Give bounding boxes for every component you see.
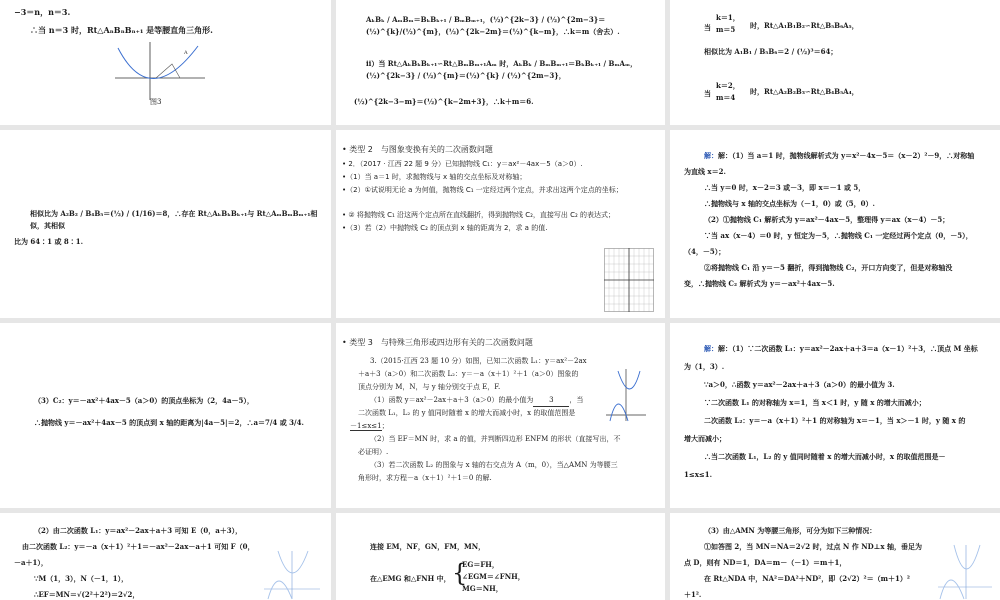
slide5-q1: •（1）当 a＝1 时，求抛物线与 x 轴的交点坐标及对称轴； [342, 173, 527, 181]
slide3-case1-result: 时，Rt△A₁B₁B₂∽Rt△B₅B₆A₅， [750, 21, 859, 30]
slide8-p3: 顶点分别为 M，N，与 y 轴分别交于点 E，F. [358, 383, 501, 391]
parabola-figure-bottom-right [936, 543, 994, 600]
slide4-line2: 比为 64∶1 或 8∶1. [14, 237, 84, 246]
slide6-line3: ∴当 y＝0 时，x－2＝3 或－3，即 x＝－1 或 5， [704, 183, 866, 192]
slide10-line1: （2）由二次函数 L₁：y＝ax²－2ax＋a＋3 可知 E（0，a＋3）， [34, 526, 243, 535]
parabola-figure-bottom [262, 549, 322, 600]
slide1-line2: ∴当 n＝3 时，Rt△AₙBₙBₙ₊₁ 是等腰直角三角形. [30, 25, 213, 35]
slide2-fraction-block: AₖBₖ / AₘBₘ＝BₖBₖ₊₁ / BₘBₘ₊₁，(½)^{2k−3} / (½)^{2m−3}＝(½)^{k}/(½)^{m}，(½)^{2k−2m}＝(½)^{k−m}，∴k＝m（舍去）. [366, 15, 620, 36]
slide-thumbnail-5[interactable] [336, 130, 665, 318]
slide11-line1: 连接 EM，NF，GN，FM，MN， [370, 542, 486, 551]
slide-thumbnail-1[interactable] [0, 0, 331, 125]
slide1-line1: −3＝n，n＝3. [14, 7, 71, 17]
slide6-line7: （4，－5）； [684, 247, 726, 256]
slide6-line5: （2）①抛物线 C₁ 解析式为 y＝ax²－4ax－5，整理得 y＝ax（x－4）－5； [704, 215, 950, 224]
parabola-figure-3 [110, 40, 210, 102]
slide12-line3: 点 D，则有 ND＝1，DA＝m－（－1）＝m＋1， [684, 558, 847, 567]
slide3-case1-k: k＝1， [716, 13, 740, 22]
slide-thumbnail-7[interactable] [0, 323, 331, 508]
slide3-case2-label: 当 [704, 89, 711, 98]
slide10-line4: ∵M（1，3），N（－1，1）， [34, 574, 129, 583]
slide3-case1-label: 当 [704, 23, 711, 32]
slide5-question: • 2．（2017 · 江西 22 题 9 分）已知抛物线 C₁：y＝ax²－4ax－5（a＞0）. [342, 160, 583, 168]
slide8-p6-end: ； [381, 422, 389, 430]
slide8-p1: 3.（2015·江西 23 题 10 分）如图，已知二次函数 L₁：y＝ax²－2ax [370, 357, 587, 365]
slide7-line1: （3）C₂：y＝－ax²＋4ax－5（a＞0）的顶点坐标为（2，4a－5）， [34, 396, 254, 405]
slide3-case2-k: k＝2， [716, 81, 740, 90]
slide8-p10: 角形时，求方程－a（x＋1）²＋1＝0 的解. [358, 474, 492, 482]
coordinate-grid-figure [604, 248, 654, 312]
slide2-case-ii: ⅱ）当 Rt△AₖBₖBₖ₊₁∽Rt△BₘBₘ₊₁Aₘ 时，AₖBₖ / BₘBₘ₊₁＝BₖBₖ₊₁ / BₘAₘ，(½)^{2k−3} / (½)^{m}＝(½)^{k} / (½)^{2m−3}， [366, 59, 638, 80]
slide-thumbnail-12[interactable] [670, 513, 1000, 600]
slide5-q2a: •（2）①试说明无论 a 为何值，抛物线 C₁ 一定经过两个定点，并求出这两个定点的坐标； [342, 186, 623, 194]
slide8-p9: （3）若二次函数 L₂ 的图象与 x 轴的右交点为 A（m，0），当△AMN 为等腰三 [370, 461, 618, 469]
slide11-cond3: MG＝NH， [462, 584, 503, 593]
answer-label-2: 解： [704, 344, 718, 353]
slide5-q2b: • ② 将抛物线 C₁ 沿这两个定点所在直线翻折，得到抛物线 C₂，直接写出 C₂ 的表达式； [342, 211, 616, 219]
slide11-brace: { [452, 559, 468, 587]
slide3-case1-m: m＝5 [716, 25, 736, 34]
slide-thumbnail-8[interactable] [336, 323, 665, 508]
slide9-line6: 增大而减小； [684, 434, 726, 443]
slide3-case2-m: m＝4 [716, 93, 736, 102]
slide10-line3: －a＋1）， [14, 558, 48, 567]
slide11-cond2: ∠EGM＝∠FNH， [462, 572, 525, 581]
slide8-p4-text: （1）函数 y＝ax²－2ax＋a＋3（a＞0）的最小值为 [370, 396, 534, 404]
slide7-line2: ∴抛物线 y＝－ax²＋4ax－5 的顶点到 x 轴的距离为|4a－5|＝2，∴a＝7/4 或 3/4. [34, 418, 304, 427]
slide8-p5: 二次函数 L₁，L₂ 的 y 值同时随着 x 的增大而减小时，x 的取值范围是 [358, 409, 576, 417]
slide-thumbnail-9[interactable] [670, 323, 1000, 508]
slide9-line7: ∴当二次函数 L₁，L₂ 的 y 值同时随着 x 的增大而减小时，x 的取值范围是－ [704, 452, 946, 461]
slide-thumbnail-4[interactable] [0, 130, 331, 318]
slide8-p8: 必证明）. [358, 448, 389, 456]
answer-blank-2: －1≤x≤1 [350, 422, 382, 430]
slide6-line2: 为直线 x＝2. [684, 167, 726, 176]
svg-text:A: A [184, 50, 188, 56]
slide-thumbnail-3[interactable] [670, 0, 1000, 125]
slide12-line5: ＋1². [684, 590, 702, 599]
slide8-heading: • 类型 3 与特殊三角形或四边形有关的二次函数问题 [342, 338, 533, 347]
slide3-ratio1: 相似比为 A₁B₁ / B₅B₆＝2 / (½)³＝64； [704, 47, 838, 56]
slide9-line4: ∵二次函数 L₁ 的对称轴为 x＝1，当 x＜1 时，y 随 x 的增大而减小； [704, 398, 926, 407]
slide-thumbnail-6[interactable] [670, 130, 1000, 318]
slide6-line8: ②将抛物线 C₁ 沿 y＝－5 翻折，得到抛物线 C₂，开口方向变了，但是对称轴没 [704, 263, 953, 272]
slide6-line4: ∴抛物线与 x 轴的交点坐标为（－1，0）或（5，0）. [704, 199, 875, 208]
slide6-line1 [704, 150, 974, 162]
slide8-p2: ＋a＋3（a＞0）和二次函数 L₂：y＝－a（x＋1）²＋1（a＞0）图象的 [358, 370, 579, 378]
slide5-heading: • 类型 2 与图象变换有关的二次函数问题 [342, 145, 493, 154]
slide9-line1-text: 解：（1）∵二次函数 L₁：y＝ax²－2ax＋a＋3＝a（x－1）²＋3，∴顶点 M 坐标 [718, 344, 978, 353]
slide2-result: (½)^{2k−3−m}＝(½)^{k−2m+3}，∴k＋m＝6. [354, 97, 534, 106]
slide8-p6 [350, 420, 389, 432]
slide9-line1 [704, 343, 978, 355]
slide9-line8: 1≤x≤1. [684, 470, 713, 479]
slide9-line2: 为（1，3）. [684, 362, 725, 371]
slide8-p4 [370, 394, 583, 407]
slide6-line6: ∵当 ax（x－4）＝0 时，y 恒定为－5，∴抛物线 C₁ 一定经过两个定点（0，－5）， [704, 231, 973, 240]
slide9-line5: 二次函数 L₂：y＝－a（x＋1）²＋1 的对称轴为 x＝－1，当 x＞－1 时，y 随 x 的 [704, 416, 966, 425]
slide12-line1: （3）由△AMN 为等腰三角形，可分为如下三种情况： [704, 526, 877, 535]
slide6-line1-text: 解：（1）当 a＝1 时，抛物线解析式为 y＝x²－4x－5＝（x－2）²－9，∴对称轴 [718, 151, 975, 160]
slide8-p4-end: ，当 [569, 396, 584, 404]
parabola-figure-ef [604, 367, 648, 423]
slide12-line2: ①如答图 2，当 MN＝NA＝2√2 时，过点 N 作 ND⊥x 轴，垂足为 [704, 542, 923, 551]
slide-thumbnail-2[interactable] [336, 0, 665, 125]
slide11-line2: 在△EMG 和△FNH 中， [370, 574, 451, 583]
slide11-cond1: EG＝FH， [462, 560, 499, 569]
slide3-case2-result: 时，Rt△A₂B₂B₃∽Rt△B₄B₅A₄， [750, 87, 859, 96]
slide10-line5: ∴EF＝MN＝√(2²＋2²)＝2√2， [34, 590, 140, 599]
slide10-line2: 由二次函数 L₂：y＝－a（x＋1）²＋1＝－ax²－2ax－a＋1 可知 F（0， [22, 542, 255, 551]
slide6-line9: 变，∴抛物线 C₂ 解析式为 y＝－ax²＋4ax－5. [684, 279, 835, 288]
slide-thumbnail-11[interactable] [336, 513, 665, 600]
slide8-p7: （2）当 EF＝MN 时，求 a 的值，并判断四边形 ENFM 的形状（直接写出，不 [370, 435, 621, 443]
slide4-line1: 相似比为 A₂B₂ / B₄B₅＝(½) / (1/16)＝8，∴存在 Rt△AₖBₖBₖ₊₁与 Rt△AₘBₘBₘ₊₁相似，其相似 [30, 209, 318, 230]
slide5-q3: •（3）若（2）中抛物线 C₂ 的顶点到 x 轴的距离为 2，求 a 的值. [342, 224, 548, 232]
answer-label: 解： [704, 151, 718, 160]
slide9-line3: ∵a＞0，∴函数 y＝ax²－2ax＋a＋3（a＞0）的最小值为 3. [704, 380, 895, 389]
slide-thumbnail-10[interactable] [0, 513, 331, 600]
answer-blank-1: 3 [533, 394, 569, 407]
slide12-line4: 在 Rt△NDA 中，NA²＝DA²＋ND²，即（2√2）²＝（m＋1）² [704, 574, 910, 583]
figure-caption: 图3 [150, 98, 162, 106]
